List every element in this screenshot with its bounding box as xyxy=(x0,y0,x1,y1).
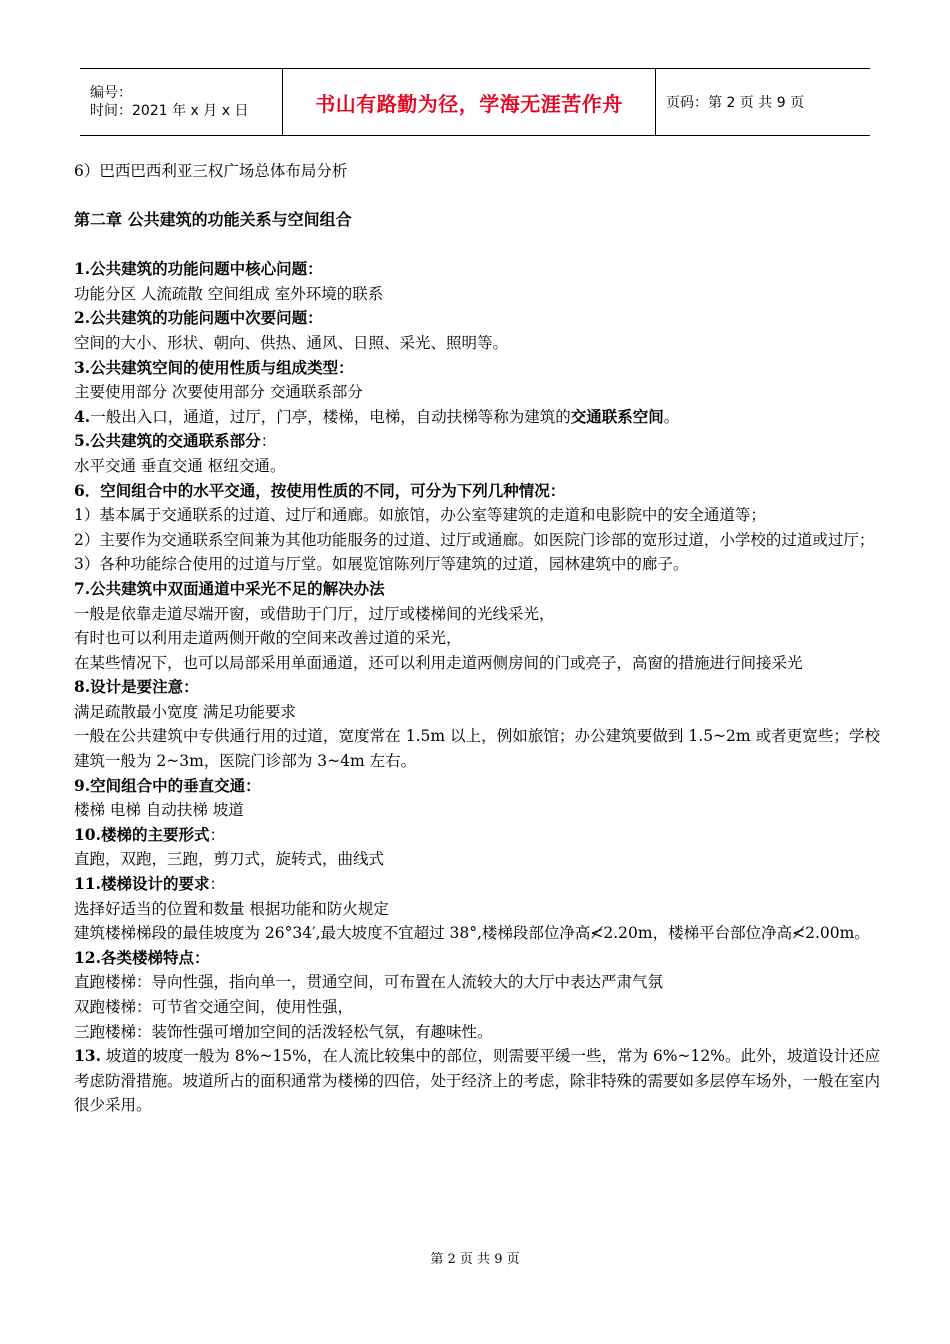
page-header xyxy=(80,68,870,136)
section-colon-11: ： xyxy=(209,875,225,894)
section-8-line-1: 满足疏散最小宽度 满足功能要求 xyxy=(74,702,296,721)
document-body xyxy=(74,159,880,1118)
section-11-line-2: 建筑楼梯梯段的最佳坡度为 26°34′,最大坡度不宜超过 38°,楼梯段部位净高≮2.20m，楼梯平台部位净高≮2.00m。 xyxy=(74,924,870,943)
section-text-4: 一般出入口，通道，过厅，门亭，楼梯，电梯，自动扶梯等称为建筑的 xyxy=(90,407,571,426)
footer-page-number: 第 2 页 共 9 页 xyxy=(430,1252,520,1267)
header-motto: 书山有路勤为径，学海无涯苦作舟 xyxy=(315,91,623,116)
header-motto-cell xyxy=(282,69,656,135)
section-heading-10: 10.楼梯的主要形式 xyxy=(74,824,210,844)
intro-line: 6）巴西巴西利亚三权广场总体布局分析 xyxy=(74,162,348,180)
section-13 xyxy=(74,1044,880,1118)
document-number-label: 编号： xyxy=(90,85,132,101)
section-7-line-1: 一般是依靠走道尽端开窗，或借助于门厅，过厅或楼梯间的光线采光， xyxy=(74,604,555,623)
section-heading-11: 11.楼梯设计的要求 xyxy=(74,874,210,894)
section-colon-5: ： xyxy=(260,432,277,451)
header-page-cell xyxy=(656,69,870,135)
section-text-5: 水平交通 垂直交通 枢纽交通。 xyxy=(74,456,286,475)
section-8-line-2: 一般在公共建筑中专供通行用的过道，宽度常在 1.5m 以上，例如旅馆；办公建筑要做到 1.5~2m 或者更宽些；学校建筑一般为 2~3m，医院门诊部为 3~4m 左右。 xyxy=(74,727,880,771)
section-colon-10: ： xyxy=(209,825,225,844)
section-6-item-1: 1）基本属于交通联系的过道、过厅和通廊。如旅馆，办公室等建筑的走道和电影院中的安全通道等； xyxy=(74,506,766,525)
section-6-item-2: 2）主要作为交通联系空间兼为其他功能服务的过道、过厅或通廊。如医院门诊部的宽形过道，小学校的过道或过厅； xyxy=(74,530,875,549)
section-heading-11-line xyxy=(74,872,880,897)
section-heading-1: 1.公共建筑的功能问题中核心问题： xyxy=(74,259,323,279)
section-number-4: 4. xyxy=(74,406,91,426)
section-12-line-1: 直跑楼梯：导向性强，指向单一，贯通空间，可布置在人流较大的大厅中表达严肃气氛 xyxy=(74,973,664,992)
section-6-item-3: 3）各种功能综合使用的过道与厅堂。如展览馆陈列厅等建筑的过道，园林建筑中的廊子。 xyxy=(74,555,689,574)
section-text-9: 楼梯 电梯 自动扶梯 坡道 xyxy=(74,801,244,820)
header-meta xyxy=(80,69,282,135)
page-footer xyxy=(0,1248,950,1267)
section-heading-6: 6．空间组合中的水平交通，按使用性质的不同，可分为下列几种情况： xyxy=(74,480,566,500)
section-heading-9: 9.空间组合中的垂直交通： xyxy=(74,775,261,795)
section-end-4: 。 xyxy=(663,407,680,426)
chapter-title: 第二章 公共建筑的功能关系与空间组合 xyxy=(74,209,352,229)
section-11-line-1: 选择好适当的位置和数量 根据功能和防火规定 xyxy=(74,899,389,918)
section-heading-2: 2.公共建筑的功能问题中次要问题： xyxy=(74,308,323,328)
section-bold-4: 交通联系空间 xyxy=(570,406,664,426)
section-heading-5: 5.公共建筑的交通联系部分 xyxy=(74,431,261,451)
section-heading-8: 8.设计是要注意： xyxy=(74,677,199,697)
section-12-line-2: 双跑楼梯：可节省交通空间，使用性强， xyxy=(74,998,354,1016)
section-7-line-3: 在某些情况下，也可以局部采用单面通道，还可以利用走道两侧房间的门或亮子，高窗的措施进行间接采光 xyxy=(74,653,803,672)
section-text-10: 直跑，双跑，三跑，剪刀式，旋转式，曲线式 xyxy=(74,850,385,869)
section-text-2: 空间的大小、形状、朝向、供热、通风、日照、采光、照明等。 xyxy=(74,333,509,352)
section-heading-10-line xyxy=(74,823,880,848)
section-number-13: 13. xyxy=(74,1046,101,1066)
section-4 xyxy=(74,405,880,430)
header-page-number: 页码：第 2 页 共 9 页 xyxy=(666,95,805,111)
section-text-1: 功能分区 人流疏散 空间组成 室外环境的联系 xyxy=(74,284,384,303)
section-text-13: 坡道的坡度一般为 8%~15%，在人流比较集中的部位，则需要平缓一些，常为 6%~12%。此外，坡道设计还应考虑防滑措施。坡道所占的面积通常为楼梯的四倍，处于经济上的考虑，除非特殊的需要如多层停车场外，一般在室内很少采用。 xyxy=(74,1047,881,1115)
section-heading-7: 7.公共建筑中双面通道中采光不足的解决办法 xyxy=(74,578,385,598)
section-heading-3: 3.公共建筑空间的使用性质与组成类型： xyxy=(74,357,354,377)
section-text-3: 主要使用部分 次要使用部分 交通联系部分 xyxy=(74,383,363,402)
document-date-label: 时间：2021 年 x 月 x 日 xyxy=(90,103,249,119)
section-12-line-3: 三跑楼梯：装饰性强可增加空间的活泼轻松气氛，有趣味性。 xyxy=(74,1022,493,1041)
section-heading-5-line xyxy=(74,429,880,454)
section-7-line-2: 有时也可以利用走道两侧开敞的空间来改善过道的采光， xyxy=(74,629,462,648)
section-heading-12: 12.各类楼梯特点： xyxy=(74,947,210,967)
